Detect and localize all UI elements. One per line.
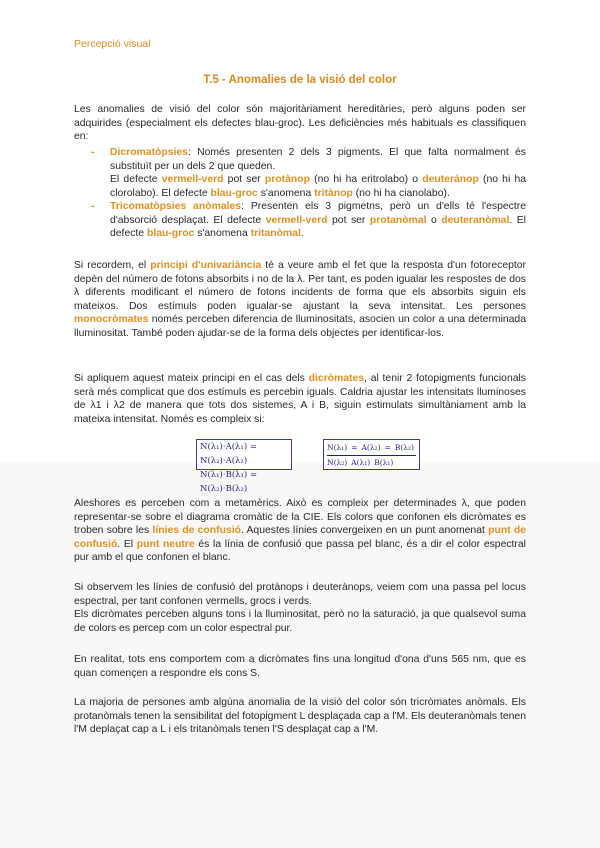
wavelength-paragraph [74, 653, 526, 680]
intro-paragraph [74, 103, 526, 144]
anomalous-trichromat-paragraph [74, 696, 526, 737]
formula-equals: = [384, 443, 391, 452]
running-header: Percepció visual [74, 38, 151, 50]
text-run: : Només presenten 2 dels 3 pigments. El que falta normalment és substituït per un dels 2 que queden. [110, 147, 526, 172]
highlight: punt neutre [136, 538, 195, 550]
term: Dicromatòpsies [110, 147, 188, 158]
section-title: T.5 - Anomalies de la visió del color [203, 74, 397, 86]
text-run: té a veure amb el fet que la resposta d'un fotoreceptor depèn del número de fotons absorbits i no de la λ. Per tant, es poden igualar les respostes de dos λ diferents modificant el número de fotons incidents de forma que els absorbits siguin els mateixos. Dos estímuls poden igualar-se ajustant la seva intensitat. Les persones [74, 260, 527, 312]
formula-line: N(λ₁)·A(λ₁) = N(λ₂)·A(λ₂) [200, 442, 257, 466]
text-run: s'anomena [194, 228, 251, 239]
text-run: . El [117, 538, 137, 550]
highlight: dicròmates [308, 373, 365, 384]
highlight: deuteranòmal [441, 214, 510, 226]
formula-equals: = [351, 443, 358, 452]
confusion-lines-paragraph [74, 581, 526, 635]
text-run: Aleshores es perceben com a metamèrics. Això es compleix per determinades λ, que poden representar-se sobre el diagrama cromàtic de la CIE. Els colors que confonen els dicròmates es troben sobre les [74, 498, 526, 536]
formula-term: N(λ₂) [327, 458, 348, 467]
text-run: pot ser [327, 214, 370, 226]
text-run: (no hi ha eritrolabo) o [309, 174, 423, 185]
text-run: . El defecte [110, 214, 526, 239]
text-run: , al tenir 2 fotopigments funcionals serà més complicat que dos estímuls es percebin iguals. Caldria ajustar les intensitats lluminoses de λ1 i λ2 de manera que tots dos sistemes, A i B, siguin estimulats simultàniament amb la mateixa intensitat. Només es compleix si: [74, 373, 527, 425]
highlight: punt de confusió [74, 525, 526, 550]
text-run: és la línia de confusió que passa pel blanc, és a dir el color espectral pur amb el que confonen el blanc. [74, 538, 526, 563]
text-run: Els dicròmates perceben alguns tons i la lluminositat, però no la saturació, ja que qualsevol suma de colors es percep com un color espectral pur. [74, 609, 526, 634]
formula-term: B(λ₂) [394, 443, 414, 452]
text-run: Si observem les línies de confusió del protànops i deuterànops, veiem com una passa pel locus espectral, per tant confonen vermells, grocs i verds. [74, 582, 526, 607]
list-item [74, 200, 526, 241]
highlight: blau-groc [210, 187, 258, 199]
text-run: En realitat, tots ens comportem com a dicròmates fins una longitud d'ona d'uns 565 nm, que es quan començen a respondre els cons S. [74, 654, 526, 679]
highlight: principi d'univariància [150, 260, 262, 271]
highlight: tritànop [314, 187, 353, 199]
text-run: (no hi ha clorolabo). El defecte [110, 174, 527, 199]
dichromat-paragraph [74, 372, 526, 426]
list-item [74, 146, 526, 200]
deficiency-list [74, 146, 526, 241]
text-run: Si recordem, el [74, 260, 151, 271]
text-run: . Aquestes línies convergeixen en un punt anomenat [240, 525, 489, 536]
formula-term: A(λ₁) [351, 458, 371, 467]
text-run: : Presenten els 3 pigmetns, però un d'ells té l'espectre d'absorció desplaçat. El defecte [110, 201, 526, 226]
text-run: La majoria de persones amb algúna anomalia de la visió del color són tricròmates anòmals. Els protanòmals tenen la sensibilitat del fotopigment L desplaçada cap a l'M. Els deuteranòmals tenen l'M deplaçat cap a L i els tritanòmals tenen l'S desplaçat cap a l'M. [74, 697, 526, 735]
highlight: monocròmates [74, 314, 149, 325]
formula-box-ratios [323, 439, 420, 470]
metamer-paragraph [74, 497, 526, 565]
text-run: només perceben diferencia de lluminositats, asocien un color a una determinada lluminositat. També poden ajudar-se de la forma dels objectes per identificar-los. [74, 314, 526, 339]
formula-line: N(λ₁)·B(λ₁) = N(λ₂)·B(λ₂) [200, 470, 258, 494]
formula-term: A(λ₂) [361, 443, 381, 452]
term: Tricomatòpsies anòmales [110, 201, 242, 212]
text-run: pot ser [223, 174, 265, 185]
bullet-dash: - [91, 201, 95, 212]
highlight: protànop [264, 174, 310, 185]
highlight: línies de confusió [152, 525, 241, 536]
text-run: El defecte [110, 174, 162, 185]
formula-box-products [196, 439, 292, 494]
highlight: vermell-verd [265, 214, 328, 226]
univariance-paragraph [74, 259, 526, 340]
highlight: tritanòmal [250, 228, 301, 239]
intro-text: Les anomalies de visió del color són majoritàriament hereditàries, però alguns poden ser adquirides (especialment els defectes blau-groc). Les deficiències més habituals es classifiquen en: [74, 104, 526, 142]
formula-term: B(λ₁) [374, 458, 394, 467]
highlight: blau-groc [146, 228, 195, 239]
formula-term: N(λ₁) [327, 443, 348, 452]
highlight: deuteránop [422, 174, 479, 185]
highlight: vermell-verd [161, 174, 224, 185]
highlight: protanòmal [369, 214, 427, 226]
text-run: o [426, 214, 442, 226]
text-run: . [300, 228, 304, 239]
text-run: (no hi ha cianolabo). [352, 187, 450, 199]
bullet-dash: - [91, 147, 95, 158]
text-run: s'anomena [257, 187, 315, 199]
text-run: Si apliquem aquest mateix principi en el cas dels [74, 373, 309, 384]
